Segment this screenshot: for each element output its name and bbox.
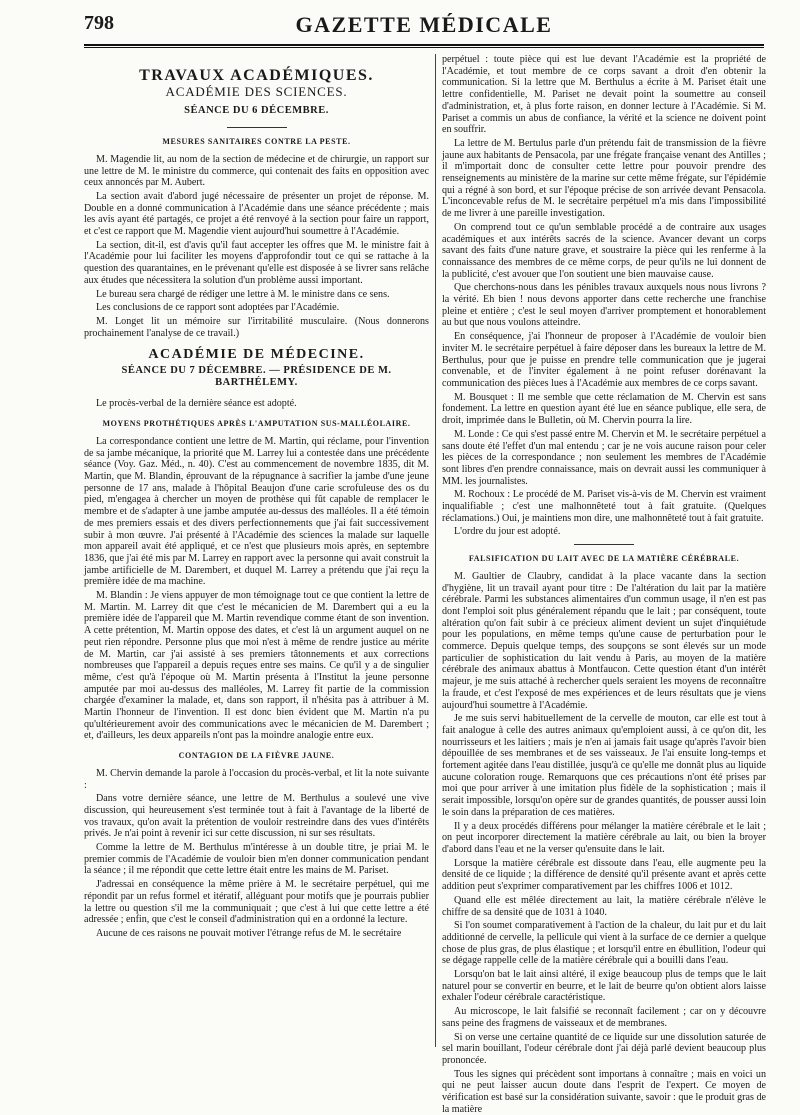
column-divider xyxy=(435,54,436,1047)
paragraph: M. Longet lit un mémoire sur l'irritabilité musculaire. (Nous donnerons prochainement l'analyse de ce travail.) xyxy=(84,315,429,339)
topic-heading-peste: MESURES SANITAIRES CONTRE LA PESTE. xyxy=(162,137,351,147)
topic-heading-fievre-jaune: CONTAGION DE LA FIÈVRE JAUNE. xyxy=(178,751,335,761)
header-rule xyxy=(84,47,764,48)
right-column xyxy=(442,54,766,1115)
paragraph: En conséquence, j'ai l'honneur de proposer à l'Académie de vouloir bien inviter M. le secrétaire perpétuel à faire déposer dans les bureaux la lettre de M. Berthulus, pour que je puisse en prendre telle communication que je jugerai convenable, et de l'inviter également à ne point refuser dorénavant la communication des pièces lues à l'Académie aux membres de ce corps savant. xyxy=(442,331,766,389)
paragraph: La section avait d'abord jugé nécessaire de présenter un projet de réponse. M. Double en a donné communication à l'Académie dans une séance précédente ; mais les avis ayant été partagés, ce projet a été renvoyé à la section pour faire un rapport, et c'est ce rapport que M. Magendie vient aujourd'hui soumettre à l'Académie. xyxy=(84,190,429,238)
divider xyxy=(574,544,634,545)
paragraph: Quand elle est mêlée directement au lait, la matière cérébrale n'élève le chiffre de sa densité que de 1031 à 1040. xyxy=(442,894,766,918)
paragraph: La correspondance contient une lettre de M. Martin, qui réclame, pour l'invention de sa jambe mécanique, la priorité que M. Larrey lui a contestée dans une précédente séance (Voy. Gaz. Méd., n. 40). C'est au commencement de novembre 1835, dit M. Martin, que M. Blandin, éprouvant de la répugnance à sacrifier la jambe d'une jeune personne de 17 ans, malade à l'hôpital Beaujon d'une carie scrofuleuse des os du pied, m'engagea à chercher un moyen de prothèse qui fût capable de remplacer le membre et de s'adapter à une jambe amputée au-dessus des malléoles. Il a été témoin de mes premiers essais et des divers perfectionnements que j'ai fait successivement subir à mon œuvre. J'ai présenté à l'Académie des sciences la malade sur laquelle mon appareil avait été appliqué, et ce n'est que plusieurs mois après, en septembre 1836, que j'ai été mis par M. Larrey en rapport avec la personne qui avait construit la jambe artificielle de M. Darembert, et duquel M. Larrey a prétendu que j'ai reçu la première idée de ma machine. xyxy=(84,435,429,588)
paragraph: M. Gaultier de Claubry, candidat à la place vacante dans la section d'hygiène, lit un travail ayant pour titre : De l'altération du lait par la matière cérébrale. Parmi les substances alimentaires d'un commun usage, il n'en est pas dont l'emploi soit plus généralement répandu que le lait ; par conséquent, toute altération qu'on fait subir à ce précieux aliment devient un sujet d'inquiétude pour les populations, en même temps qu'une cause de perturbation pour le commerce. Depuis quelque temps, des soupçons se sont élevés sur un mode particulier de sophistication du lait vendu à Paris, au moyen de la matière cérébrale des animaux abattus à Montfaucon. Cette question étant d'un intérêt majeur, je me suis attaché à rechercher quels seraient les moyens de reconnaître la fraude, et c'est l'exposé de mes expériences et de leurs résultats que je viens aujourd'hui soumettre à l'Académie. xyxy=(442,570,766,711)
paragraph: Les conclusions de ce rapport sont adoptées par l'Académie. xyxy=(96,302,340,314)
paragraph: Comme la lettre de M. Berthulus m'intéresse à un double titre, je priai M. le premier commis de l'Académie de vouloir bien m'en donner communication pendant la séance ; il me répondit que cette lettre était entre les mains de M. Pariset. xyxy=(84,842,429,877)
paragraph: Le bureau sera chargé de rédiger une lettre à M. le ministre dans ce sens. xyxy=(96,288,390,300)
paragraph: La lettre de M. Bertulus parle d'un prétendu fait de transmission de la fièvre jaune aux habitants de Pensacola, par une frégate française venant des Antilles ; il m'importait donc de consulter cette lettre pour pouvoir prendre des renseignements au ministère de la marine sur cette même frégate, sur l'épidémie qui a régné à son bord, et sur l'époque précise de son arrivée devant Pensacola. L'inconcevable refus de M. le secrétaire perpétuel m'a mis dans l'impossibilité de me livrer à une pareille investigation. xyxy=(442,137,766,220)
paragraph: Lorsqu'on bat le lait ainsi altéré, il exige beaucoup plus de temps que le lait naturel pour se convertir en beurre, et le lait de beurre qu'on obtient alors laisse exhaler l'odeur cérébrale caractéristique. xyxy=(442,969,766,1004)
paragraph: On comprend tout ce qu'un semblable procédé a de contraire aux usages académiques et aux intérêts sacrés de la science. Avancer devant un corps savant des faits d'une nature grave, et soustraire la pièce qui les renferme à la connaissance des membres de ce même corps, de peur qu'ils ne lui donnent de la publicité, c'est avouer que l'on soutient une bien mauvaise cause. xyxy=(442,221,766,280)
paragraph: Lorsque la matière cérébrale est dissoute dans l'eau, elle augmente peu la densité de ce liquide ; la différence de densité qu'il présente avant et après cette addition peut s'exprimer comparativement par les chiffres 1006 et 1012. xyxy=(442,857,766,893)
paragraph: Je me suis servi habituellement de la cervelle de mouton, car elle est tout à fait analogue à celle des autres animaux qu'emploient aussi, à ce qu'on dit, les nourrisseurs et les laitiers ; mais je n'en ai jamais fait usage qu'après l'avoir bien dépouillée de ses membranes et de ses vaisseaux. Je l'ai ensuite long-temps et fortement agitée dans l'eau distillée, jusqu'à ce qu'elle me donnât plus au liquide aucune coloration rouge. Remarquons que ces précautions n'ont été prises par moi que pour arriver à une imitation plus fidèle de la sophistication ; mais il serait impossible, lorsqu'on opère sur de grandes quantités, de pousser aussi loin le soin dans la préparation de ces matières. xyxy=(442,713,766,818)
paragraph: Si on verse une certaine quantité de ce liquide sur une dissolution saturée de sel marin bouillant, l'odeur cérébrale dont j'ai déjà parlé devient beaucoup plus prononcée. xyxy=(442,1031,766,1066)
seance-sciences-heading: SÉANCE DU 6 DÉCEMBRE. xyxy=(184,105,329,117)
paragraph: M. Chervin demande la parole à l'occasion du procès-verbal, et lit la note suivante : xyxy=(84,767,429,791)
paragraph: M. Londe : Ce qui s'est passé entre M. Chervin et M. le secrétaire perpétuel a sans doute été l'effet d'un mal entendu ; car je ne vois aucune raison pour celer les pièces de la correspondance ; non seulement les membres de l'Académie sont libres d'en prendre connaissance, mais on devrait aussi les communiquer à MM. les journalistes. xyxy=(442,428,766,487)
paragraph: Il y a deux procédés différens pour mélanger la matière cérébrale et le lait ; on peut incorporer directement la matière cérébrale au lait, ou bien la broyer d'abord dans l'eau et ne la verser qu'ensuite dans le lait. xyxy=(442,820,766,855)
journal-title: GAZETTE MÉDICALE xyxy=(295,12,553,37)
paragraph: Aucune de ces raisons ne pouvait motiver l'étrange refus de M. le secrétaire xyxy=(96,928,402,939)
page-header xyxy=(84,12,764,46)
paragraph: perpétuel : toute pièce qui est lue devant l'Académie est la propriété de l'Académie, et tout membre de ce corps savant a droit d'en obtenir la communication. Si la lettre que M. Berthulus a écrite à M. Pariset était une lettre confidentielle, M. Pariset ne devait point la soumettre au conseil d'administration, et, à plus forte raison, en donner lecture à l'Académie. Si M. Pariset a commis un abus de confiance, la vérité et la science ne doivent point en souffrir. xyxy=(442,54,766,136)
topic-heading-falsification: FALSIFICATION DU LAIT AVEC DE LA MATIÈRE CÉRÉBRALE. xyxy=(468,554,740,564)
divider xyxy=(227,127,287,128)
paragraph: M. Magendie lit, au nom de la section de médecine et de chirurgie, un rapport sur une lettre de M. le ministre du commerce, qui contenait des faits en opposition avec ceux annoncés par M. Aubert. xyxy=(84,153,429,189)
paragraph: M. Blandin : Je viens appuyer de mon témoignage tout ce que contient la lettre de M. Martin. M. Larrey dit que c'est le mécanicien de M. Darembert qui a eu la première idée de l'appareil que M. Martin revendique comme étant de son invention. A cette prétention, M. Martin oppose des dates, et c'est là un argument auquel on ne peut rien répondre. Personne plus que moi n'est à même de rendre justice au mérite de M. Martin, car j'ai assisté à ses premiers tâtonnements et aux corrections nombreuses que l'appareil a depuis reçues entre ses mains. Ce qu'il y a de singulier même, c'est qu'à l'époque où M. Martin présenta à l'Institut la jeune personne amputée par moi au-dessus des malléoles, M. Larrey fit partie de la commission chargée d'examiner la malade, et, dans son rapport, il n'hésita pas à attribuer à M. Martin l'honneur de l'invention. Il est donc bien évident que M. Martin n'a pu qu'ultérieurement avoir des communications avec le mécanicien de M. Darembert ; et, d'ailleurs, les deux appareils n'ont pas la moindre analogie entre eux. xyxy=(84,590,429,742)
paragraph: Le procès-verbal de la dernière séance est adopté. xyxy=(96,398,297,410)
paragraph: L'ordre du jour est adopté. xyxy=(454,526,561,538)
paragraph: La section, dit-il, est d'avis qu'il faut accepter les offres que M. le ministre fait à l'Académie pour lui faciliter les moyens d'approfondir tout ce qui se rattache à la question des quarantaines, en le prévenant qu'elle est disposée à se livrer sans relâche aux études que nécessitera la solution d'un problème aussi important. xyxy=(84,239,429,286)
paragraph: Si l'on soumet comparativement à l'action de la chaleur, du lait pur et du lait additionné de cervelle, la pellicule qui vient à la surface de ce dernier a quelque chose de plus gras, de plus élastique ; et lorsqu'il entre en ébullition, l'odeur qui se dégage rappelle celle de la matière cérébrale qui a bouilli dans l'eau. xyxy=(442,920,766,967)
paragraph: M. Rochoux : Le procédé de M. Pariset vis-à-vis de M. Chervin est vraiment inqualifiable ; c'est une malhonnêteté tout à fait gratuite. (Quelques réclamations.) Oui, je maintiens mon dire, une malhonnêteté tout à fait gratuite. xyxy=(442,489,766,524)
seance-medecine-heading: SÉANCE DU 7 DÉCEMBRE. — PRÉSIDENCE DE M. BARTHÉLEMY. xyxy=(121,365,392,388)
academie-sciences-heading: ACADÉMIE DES SCIENCES. xyxy=(165,83,348,99)
paragraph: M. Bousquet : Il me semble que cette réclamation de M. Chervin est sans fondement. La lettre en question ayant été lue en séance publique, elle sera, de droit, imprimée dans le Bulletin, où M. Chervin pourra la lire. xyxy=(442,391,766,427)
paragraph: J'adressai en conséquence la même prière à M. le secrétaire perpétuel, qui me répondit par un refus formel et itératif, alléguant pour motifs que je pourrais publier la lettre ou question s'il me la communiquait ; que c'est à lui que cette lettre a été adressée ; enfin, que c'est le conseil d'administration qui en a ordonné la lecture. xyxy=(84,879,429,926)
page-number: 798 xyxy=(84,12,114,34)
paragraph: Au microscope, le lait falsifié se reconnaît facilement ; car on y découvre sans peine des fragmens de vaisseaux et de membranes. xyxy=(442,1006,766,1029)
paragraph: Tous les signes qui précèdent sont importans à connaître ; mais en voici un qui ne peut laisser aucun doute dans l'esprit de l'expert. Ce moyen de vérification est basé sur la considération suivante, savoir : que le produit gras de la matière xyxy=(442,1068,766,1115)
paragraph: Dans votre dernière séance, une lettre de M. Berthulus a soulevé une vive discussion, qui heureusement s'est terminée tout à fait à l'avantage de la liberté de vos travaux, qu'on avait la prétention de vouloir restreindre dans des vues d'intérêts privés. Je n'ai point à revenir ici sur cette discussion, ni sur ses résultats. xyxy=(84,793,429,840)
academie-medecine-heading: ACADÉMIE DE MÉDECINE. xyxy=(148,347,365,363)
topic-heading-prothese: MOYENS PROTHÉTIQUES APRÈS L'AMPUTATION SUS-MALLÉOLAIRE. xyxy=(102,419,411,429)
section-title: TRAVAUX ACADÉMIQUES. xyxy=(139,67,374,84)
left-column xyxy=(84,54,429,1047)
paragraph: Que cherchons-nous dans les pénibles travaux auxquels nous nous livrons ? la vérité. Eh bien ! nous devons apporter dans cette recherche une franchise pleine et entière ; c'est le seul moyen d'arriver promptement et honorablement au but que nous voulons atteindre. xyxy=(442,282,766,329)
